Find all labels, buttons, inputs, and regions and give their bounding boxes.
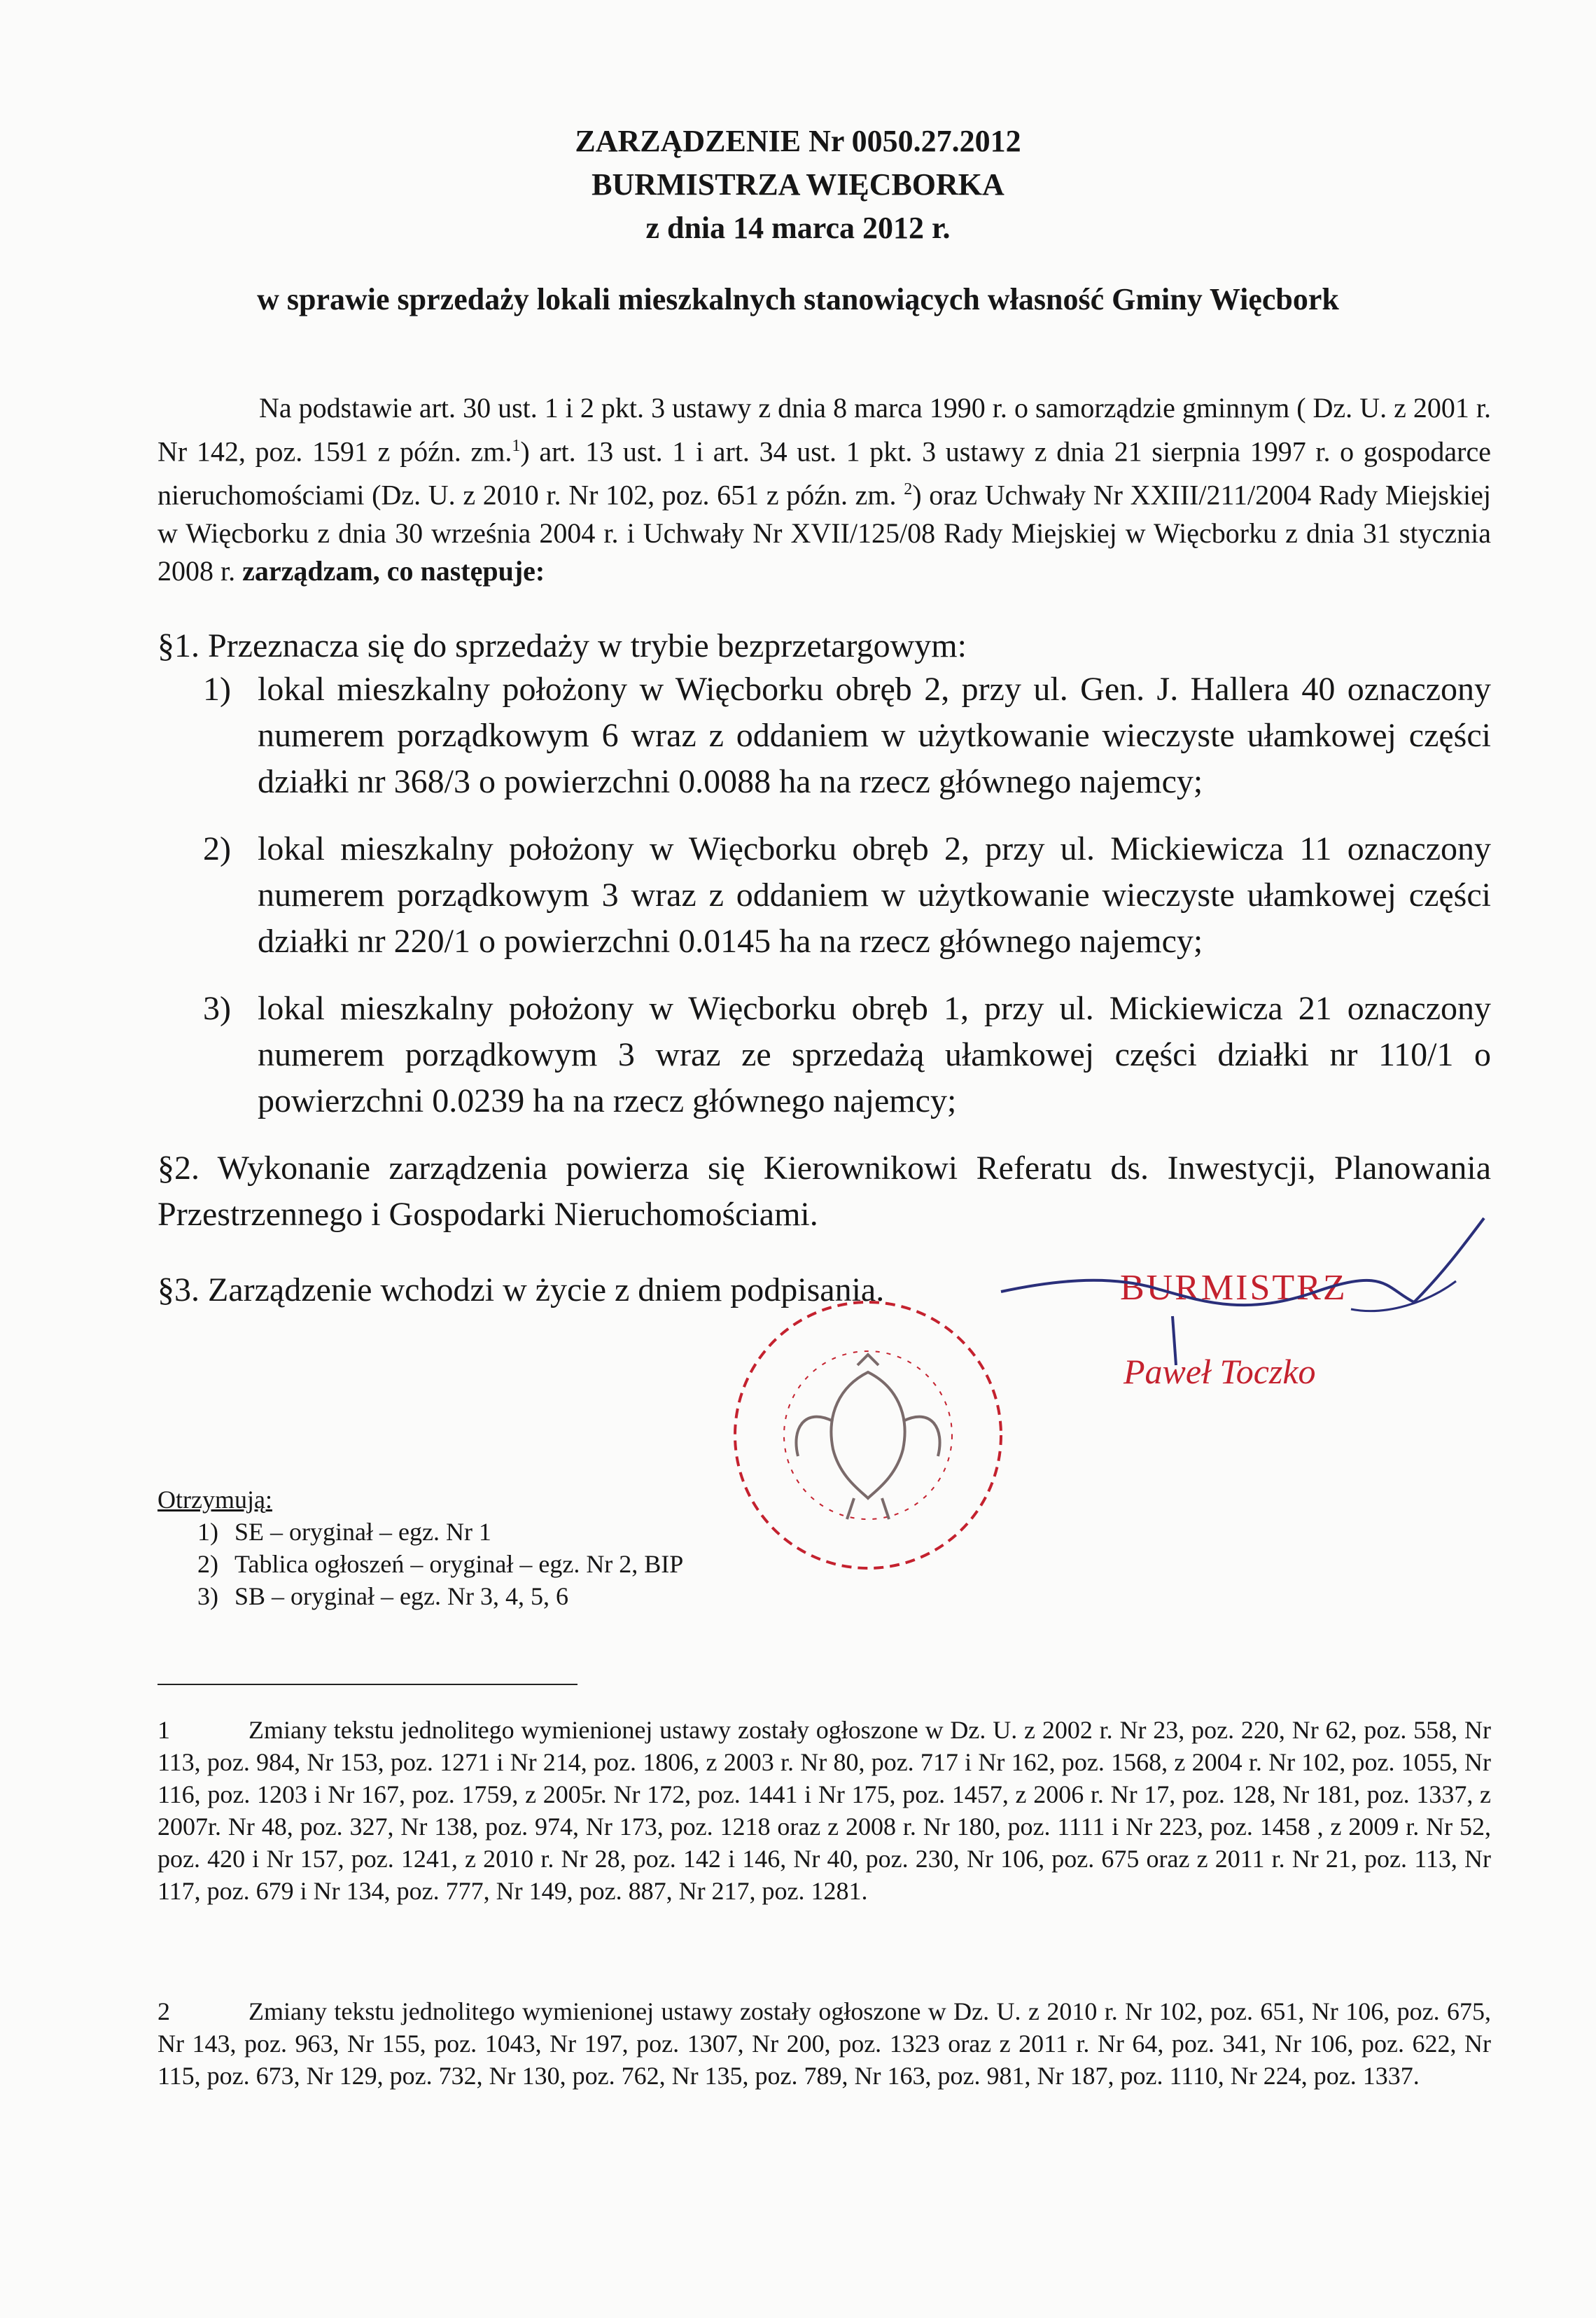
list-item-number: 3) — [197, 1582, 218, 1610]
preamble-text-b: ) art. 13 ust. 1 i art. 34 ust. 1 pkt. 3 ustawy z dnia 21 sierpnia 1997 r. o gospodarce nieruchomościami (Dz. U. z 2010 r. Nr 102, poz. 651 z późn. zm. — [158, 435, 1491, 511]
footnote-number: 1 — [158, 1716, 170, 1744]
footnote-ref-1: 1 — [512, 437, 521, 455]
list-item-text: SB – oryginał – egz. Nr 3, 4, 5, 6 — [234, 1582, 568, 1610]
list-item-number: 2) — [203, 830, 231, 867]
list-item — [197, 1581, 568, 1612]
preamble — [158, 389, 1491, 590]
list-item-text: lokal mieszkalny położony w Więcborku obręb 2, przy ul. Gen. J. Hallera 40 oznaczony numerem porządkowym 6 wraz z oddaniem w użytkowanie wieczyste ułamkowej części działki nr 368/3 o powierzchni 0.0088 ha na rzecz głównego najemcy; — [258, 671, 1491, 800]
list-item-text: Tablica ogłoszeń – oryginał – egz. Nr 2, BIP — [234, 1550, 684, 1578]
signature — [994, 1204, 1498, 1386]
preamble-text-a: Na podstawie art. 30 ust. 1 i 2 pkt. 3 ustawy z dnia 8 marca 1990 r. o samorządzie gminnym ( Dz. U. z 2001 r. Nr 142, poz. 1591 z późn. zm. — [158, 392, 1491, 468]
footnote-text: Zmiany tekstu jednolitego wymienionej ustawy zostały ogłoszone w Dz. U. z 2010 r. Nr 102, poz. 651, Nr 106, poz. 675, Nr 143, poz. 963, Nr 155, poz. 1043, Nr 197, poz. 1307, Nr 200, poz. 1323 oraz z 2011 r. Nr 64, poz. 341, Nr 106, poz. 622, Nr 115, poz. 673, Nr 129, poz. 732, Nr 130, poz. 762, Nr 135, poz. 789, Nr 163, poz. 981, Nr 187, poz. 1110, Nr 224, poz. 1337. — [158, 1997, 1491, 2090]
list-item-number: 1) — [203, 671, 231, 708]
list-item-text: SE – oryginał – egz. Nr 1 — [234, 1518, 491, 1546]
recipients-label: Otrzymują: — [158, 1486, 272, 1514]
list-item-number: 2) — [197, 1550, 218, 1578]
footnote-number: 2 — [158, 1997, 170, 2025]
stamp-title: BURMISTRZ — [1120, 1268, 1348, 1308]
stamp-name: Paweł Toczko — [1124, 1352, 1316, 1391]
footnote-2 — [158, 1995, 1491, 2092]
document-date: z dnia 14 marca 2012 r. — [645, 211, 951, 245]
list-item-text: lokal mieszkalny położony w Więcborku obręb 1, przy ul. Mickiewicza 21 oznaczony numerem porządkowym 3 wraz ze sprzedażą ułamkowej części działki nr 110/1 o powierzchni 0.0239 ha na rzecz głównego najemcy; — [258, 990, 1491, 1119]
footnote-divider — [158, 1684, 578, 1685]
issuer-title: BURMISTRZA WIĘCBORKA — [592, 167, 1004, 202]
document-title: ZARZĄDZENIE Nr 0050.27.2012 — [575, 124, 1021, 158]
official-seal — [721, 1288, 1015, 1582]
section-2: §2. Wykonanie zarządzenia powierza się Kierownikowi Referatu ds. Inwestycji, Planowania Przestrzennego i Gospodarki Nieruchomościami. — [158, 1150, 1491, 1233]
section-1-intro: §1. Przeznacza się do sprzedaży w trybie bezprzetargowym: — [158, 627, 967, 664]
list-item — [197, 1549, 683, 1579]
document-subject: w sprawie sprzedaży lokali mieszkalnych stanowiących własność Gminy Więcbork — [257, 282, 1339, 316]
list-item-text: lokal mieszkalny położony w Więcborku obręb 2, przy ul. Mickiewicza 11 oznaczony numerem porządkowym 3 wraz z oddaniem w użytkowanie wieczyste ułamkowej części działki nr 220/1 o powierzchni 0.0145 ha na rzecz głównego najemcy; — [258, 830, 1491, 960]
list-item — [197, 1516, 491, 1547]
preamble-closing: zarządzam, co następuje: — [242, 554, 545, 587]
footnote-text: Zmiany tekstu jednolitego wymienionej ustawy zostały ogłoszone w Dz. U. z 2002 r. Nr 23, poz. 220, Nr 62, poz. 558, Nr 113, poz. 984, Nr 153, poz. 1271 i Nr 214, poz. 1806, z 2003 r. Nr 80, poz. 717 i Nr 162, poz. 1568, z 2004 r. Nr 102, poz. 1055, Nr 116, poz. 1203 i Nr 167, poz. 1759, z 2005r. Nr 172, poz. 1441 i Nr 175, poz. 1457, z 2006 r. Nr 17, poz. 128, Nr 181, poz. 1337, z 2007r. Nr 48, poz. 327, Nr 138, poz. 974, Nr 173, poz. 1218 oraz z 2008 r. Nr 180, poz. 1111 i Nr 223, poz. 1458 , z 2009 r. Nr 52, poz. 420 i Nr 157, poz. 1241, z 2010 r. Nr 28, poz. 142 i 146, Nr 40, poz. 230, Nr 106, poz. 675 oraz z 2011 r. Nr 21, poz. 113, Nr 117, poz. 679 i Nr 134, poz. 777, Nr 149, poz. 887, Nr 217, poz. 1281. — [158, 1716, 1491, 1905]
section-3: §3. Zarządzenie wchodzi w życie z dniem podpisania. — [158, 1271, 885, 1308]
preamble-text-c: ) oraz Uchwały Nr XXIII/211/2004 Rady Miejskiej w Więcborku z dnia 30 września 2004 r. i Uchwały Nr XVII/125/08 Rady Miejskiej w Więcborku z dnia 31 stycznia 2008 r. — [158, 479, 1491, 587]
list-item-number: 3) — [203, 990, 231, 1027]
footnote-1 — [158, 1714, 1491, 1907]
list-item-number: 1) — [197, 1518, 218, 1546]
footnote-ref-2: 2 — [904, 480, 913, 499]
